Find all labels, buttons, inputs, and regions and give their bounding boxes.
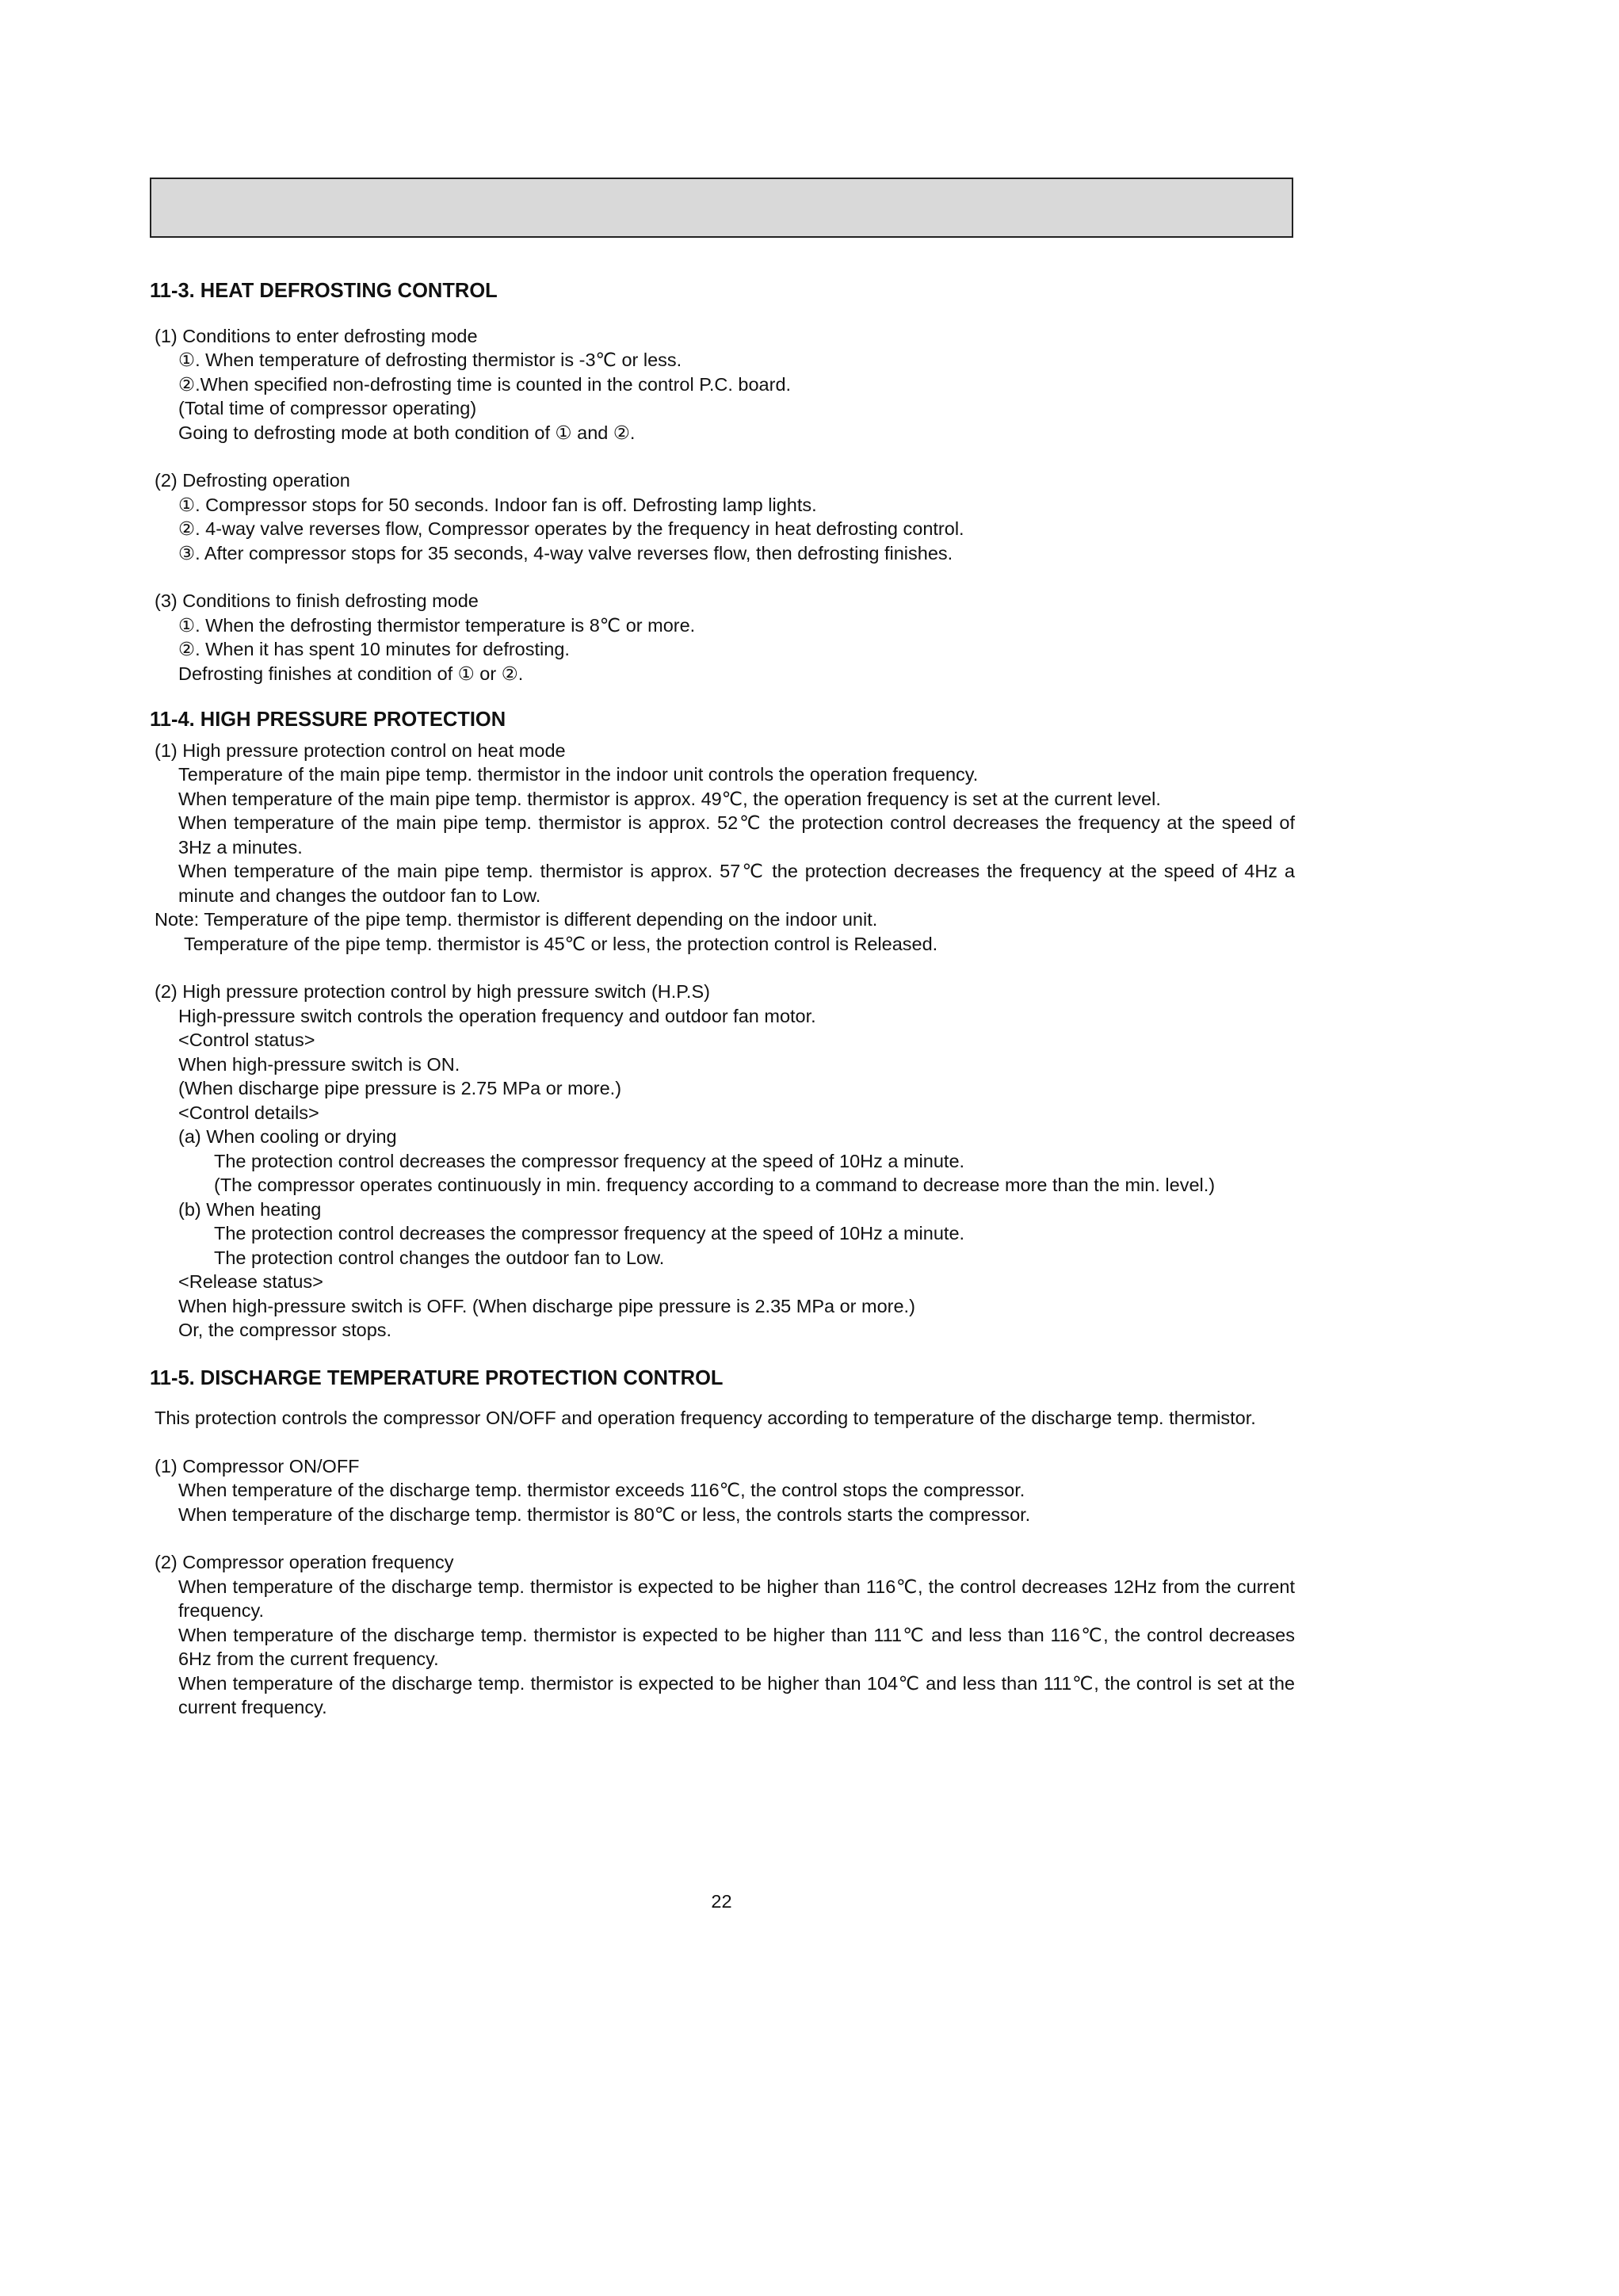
paragraph: <Release status>	[178, 1271, 323, 1292]
paragraph: When temperature of the discharge temp. thermistor is expected to be higher than 116℃, the control decreases 12Hz from the current frequency.	[178, 1576, 1295, 1621]
paragraph: The protection control changes the outdoor fan to Low.	[214, 1247, 665, 1268]
paragraph: When temperature of the main pipe temp. thermistor is approx. 52℃ the protection control decreases the frequency at the speed of 3Hz a minutes.	[178, 812, 1295, 858]
paragraph: When temperature of the discharge temp. thermistor is 80℃ or less, the controls starts the compressor.	[178, 1503, 1031, 1525]
paragraph: (When discharge pipe pressure is 2.75 MPa or more.)	[178, 1078, 622, 1098]
paragraph: This protection controls the compressor ON/OFF and operation frequency according to temperature of the discharge temp. thermistor.	[155, 1408, 1256, 1428]
section-heading-defrost: 11-3. HEAT DEFROSTING CONTROL	[150, 280, 498, 302]
list-item: ①. When temperature of defrosting thermistor is -3℃ or less.	[178, 350, 682, 370]
list-item: (Total time of compressor operating)	[178, 398, 477, 418]
list-item: ②.When specified non-defrosting time is counted in the control P.C. board.	[178, 373, 792, 395]
paragraph: When temperature of the discharge temp. thermistor exceeds 116℃, the control stops the compressor.	[178, 1480, 1025, 1500]
paragraph: Or, the compressor stops.	[178, 1320, 392, 1340]
paragraph: When high-pressure switch is OFF. (When discharge pipe pressure is 2.35 MPa or more.)	[178, 1295, 915, 1316]
paragraph: When temperature of the main pipe temp. thermistor is approx. 49℃, the operation frequency is set at the current level.	[178, 788, 1161, 809]
list-item: ①. When the defrosting thermistor temperature is 8℃ or more.	[178, 614, 696, 636]
paragraph: Temperature of the main pipe temp. thermistor in the indoor unit controls the operation frequency.	[178, 764, 979, 785]
paragraph: When temperature of the discharge temp. thermistor is expected to be higher than 104℃ and less than 111℃, the control is set at the current frequency.	[178, 1672, 1295, 1717]
subsection-heading: (3) Conditions to finish defrosting mode	[155, 590, 479, 611]
paragraph: The protection control decreases the compressor frequency at the speed of 10Hz a minute.	[214, 1223, 965, 1244]
paragraph: (b) When heating	[178, 1198, 322, 1220]
document-body	[150, 279, 1295, 1720]
list-item: Defrosting finishes at condition of ① or ②.	[178, 663, 524, 684]
note-detail: Temperature of the pipe temp. thermistor is 45℃ or less, the protection control is Released.	[184, 933, 938, 954]
note: Note: Temperature of the pipe temp. thermistor is different depending on the indoor unit.	[155, 909, 878, 930]
subsection-heading: (2) Compressor operation frequency	[155, 1552, 454, 1572]
subsection-heading: (1) Conditions to enter defrosting mode	[155, 325, 478, 346]
paragraph: (The compressor operates continuously in min. frequency according to a command to decrease more than the min. level.)	[214, 1175, 1216, 1195]
subsection-heading: (2) Defrosting operation	[155, 470, 350, 491]
section-heading-discharge: 11-5. DISCHARGE TEMPERATURE PROTECTION CONTROL	[150, 1366, 724, 1389]
subsection-heading: (1) High pressure protection control on heat mode	[155, 739, 566, 761]
paragraph: (a) When cooling or drying	[178, 1126, 397, 1147]
list-item: ②. 4-way valve reverses flow, Compressor operates by the frequency in heat defrosting control.	[178, 518, 964, 539]
paragraph: When temperature of the discharge temp. thermistor is expected to be higher than 111℃ and less than 116℃, the control decreases 6Hz from the current frequency.	[178, 1624, 1295, 1669]
subsection-heading: (2) High pressure protection control by high pressure switch (H.P.S)	[155, 981, 710, 1002]
paragraph: <Control details>	[178, 1102, 319, 1123]
page-number: 22	[711, 1891, 732, 1912]
paragraph: When temperature of the main pipe temp. thermistor is approx. 57℃ the protection decreases the frequency at the speed of 4Hz a minute and changes the outdoor fan to Low.	[178, 861, 1295, 906]
paragraph: When high-pressure switch is ON.	[178, 1053, 460, 1075]
paragraph: The protection control decreases the compressor frequency at the speed of 10Hz a minute.	[214, 1150, 965, 1171]
list-item: ③. After compressor stops for 35 seconds, 4-way valve reverses flow, then defrosting finishes.	[178, 542, 953, 563]
section-heading-high-pressure: 11-4. HIGH PRESSURE PROTECTION	[150, 709, 506, 731]
paragraph: High-pressure switch controls the operation frequency and outdoor fan motor.	[178, 1005, 816, 1026]
list-item: Going to defrosting mode at both condition of ① and ②.	[178, 422, 636, 443]
list-item: ①. Compressor stops for 50 seconds. Indoor fan is off. Defrosting lamp lights.	[178, 494, 817, 515]
list-item: ②. When it has spent 10 minutes for defrosting.	[178, 639, 570, 659]
subsection-heading: (1) Compressor ON/OFF	[155, 1455, 360, 1477]
header-box	[150, 178, 1293, 238]
paragraph: <Control status>	[178, 1030, 315, 1050]
